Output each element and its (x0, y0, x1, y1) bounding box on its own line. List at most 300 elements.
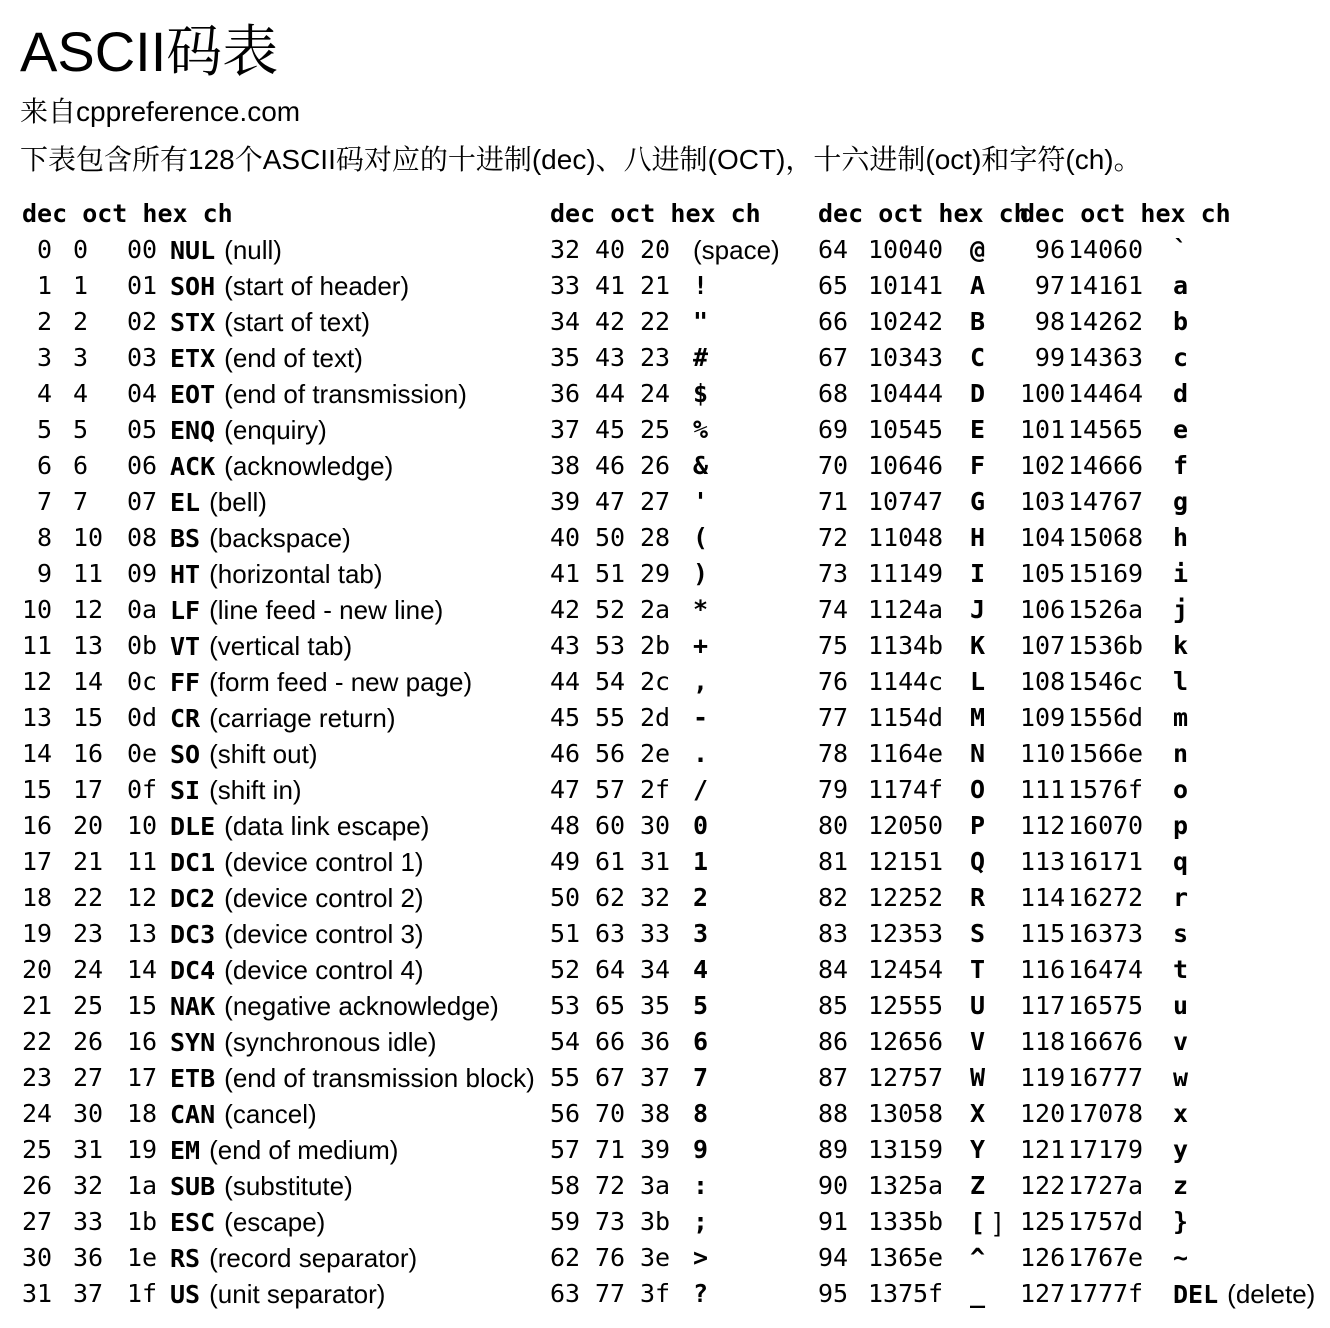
char-value: } (1173, 1207, 1189, 1236)
dec-value: 117 (1020, 991, 1066, 1020)
hex-value: 29 (640, 559, 671, 588)
char-cell (970, 376, 985, 412)
dec-value: 1 (36, 271, 52, 300)
hex-value: 10 (127, 811, 158, 840)
oct-value: 57 (595, 775, 626, 804)
oct-value: 11 (73, 559, 104, 588)
row-group (22, 484, 550, 520)
table-row (0, 808, 1330, 844)
hex-value: 54 (913, 955, 944, 984)
row-group (818, 268, 1020, 304)
char-cell (170, 340, 363, 377)
row-group (818, 880, 1020, 916)
char-cell (970, 664, 985, 700)
char-description: (backspace) (209, 523, 351, 553)
row-group (1020, 1024, 1330, 1060)
dec-value: 11 (22, 631, 53, 660)
oct-value: 25 (73, 991, 104, 1020)
table-row (0, 1204, 1330, 1240)
dec-value: 103 (1020, 487, 1066, 516)
row-group (22, 268, 550, 304)
char-value: w (1173, 1063, 1189, 1092)
char-cell (970, 556, 985, 592)
dec-value: 53 (550, 991, 581, 1020)
header-group (1020, 196, 1330, 232)
char-cell (970, 700, 985, 736)
oct-value: 44 (595, 379, 626, 408)
char-cell (1173, 1132, 1188, 1168)
hex-value: 5f (913, 1279, 944, 1308)
char-value: DC3 (170, 920, 216, 949)
char-value: Q (970, 847, 986, 876)
row-group (550, 448, 818, 484)
char-cell (1173, 592, 1188, 628)
oct-value: 4 (73, 379, 89, 408)
hex-value: 0d (127, 703, 158, 732)
char-value: V (970, 1027, 986, 1056)
hex-value: 66 (1113, 451, 1144, 480)
char-description: (enquiry) (224, 415, 327, 445)
oct-value: 140 (1068, 235, 1114, 264)
hex-value: 42 (913, 307, 944, 336)
char-cell (1173, 952, 1188, 988)
oct-value: 126 (868, 1027, 914, 1056)
char-cell (693, 1276, 708, 1312)
oct-value: 65 (595, 991, 626, 1020)
hex-value: 64 (1113, 379, 1144, 408)
char-cell (693, 1204, 708, 1240)
char-value: ENQ (170, 416, 216, 445)
char-value: FF (170, 668, 201, 697)
char-cell (970, 628, 985, 664)
dec-value: 24 (22, 1099, 53, 1128)
hex-value: 3e (640, 1243, 671, 1272)
row-group (818, 916, 1020, 952)
char-cell (170, 1168, 353, 1205)
char-cell (1173, 628, 1188, 664)
char-value: R (970, 883, 986, 912)
char-value: X (970, 1099, 986, 1128)
hex-value: 20 (640, 235, 671, 264)
row-group (22, 772, 550, 808)
dec-value: 14 (22, 739, 53, 768)
char-value: DC1 (170, 848, 216, 877)
row-group (550, 664, 818, 700)
column-headers: dec oct hex ch (818, 199, 1029, 228)
dec-value: 37 (550, 415, 581, 444)
char-value: h (1173, 523, 1189, 552)
oct-value: 43 (595, 343, 626, 372)
oct-value: 137 (868, 1279, 914, 1308)
char-cell (970, 484, 985, 520)
char-cell (970, 340, 985, 376)
dec-value: 56 (550, 1099, 581, 1128)
dec-value: 40 (550, 523, 581, 552)
hex-value: 72 (1113, 883, 1144, 912)
page-title: ASCII码表 (20, 20, 279, 83)
dec-value: 2 (36, 307, 52, 336)
hex-value: 09 (127, 559, 158, 588)
char-cell (693, 736, 708, 772)
hex-value: 76 (1113, 1027, 1144, 1056)
oct-value: 130 (868, 1099, 914, 1128)
char-value: ACK (170, 452, 216, 481)
char-description: (cancel) (224, 1099, 317, 1129)
char-cell (170, 880, 424, 917)
oct-value: 46 (595, 451, 626, 480)
dec-value: 22 (22, 1027, 53, 1056)
char-value: m (1173, 703, 1189, 732)
char-value: DC4 (170, 956, 216, 985)
dec-value: 85 (818, 991, 849, 1020)
hex-value: 7d (1113, 1207, 1144, 1236)
char-cell (170, 1060, 535, 1097)
hex-value: 7f (1113, 1279, 1144, 1308)
row-group (22, 520, 550, 556)
char-cell (970, 736, 985, 772)
char-cell (1173, 772, 1188, 808)
hex-value: 5a (913, 1171, 944, 1200)
oct-value: 33 (73, 1207, 104, 1236)
row-group (22, 1096, 550, 1132)
char-value: VT (170, 632, 201, 661)
hex-value: 44 (913, 379, 944, 408)
char-description: (bell) (209, 487, 267, 517)
dec-value: 109 (1020, 703, 1066, 732)
char-value: u (1173, 991, 1189, 1020)
char-value: NAK (170, 992, 216, 1021)
dec-value: 94 (818, 1243, 849, 1272)
oct-value: 0 (73, 235, 89, 264)
row-group (550, 520, 818, 556)
dec-value: 26 (22, 1171, 53, 1200)
char-cell (1173, 880, 1188, 916)
row-group (1020, 772, 1330, 808)
char-value: SO (170, 740, 201, 769)
char-cell (170, 916, 424, 953)
dec-value: 104 (1020, 523, 1066, 552)
char-value: A (970, 271, 986, 300)
oct-value: 143 (1068, 343, 1114, 372)
row-group (818, 448, 1020, 484)
hex-value: 63 (1113, 343, 1144, 372)
oct-value: 123 (868, 919, 914, 948)
oct-value: 116 (868, 739, 914, 768)
hex-value: 02 (127, 307, 158, 336)
table-row (0, 988, 1330, 1024)
char-value: r (1173, 883, 1189, 912)
char-value: HT (170, 560, 201, 589)
dec-value: 49 (550, 847, 581, 876)
oct-value: 142 (1068, 307, 1114, 336)
char-value: CR (170, 704, 201, 733)
dec-value: 54 (550, 1027, 581, 1056)
row-group (22, 1240, 550, 1276)
table-row (0, 376, 1330, 412)
dec-value: 36 (550, 379, 581, 408)
char-description: (horizontal tab) (209, 559, 383, 589)
dec-value: 30 (22, 1243, 53, 1272)
char-cell (170, 448, 393, 485)
row-group (550, 340, 818, 376)
char-description: (start of text) (224, 307, 371, 337)
dec-value: 13 (22, 703, 53, 732)
hex-value: 45 (913, 415, 944, 444)
hex-value: 2d (640, 703, 671, 732)
table-row (0, 772, 1330, 808)
char-cell (1173, 664, 1188, 700)
hex-value: 01 (127, 271, 158, 300)
row-group (22, 592, 550, 628)
dec-value: 21 (22, 991, 53, 1020)
char-cell (170, 952, 424, 989)
hex-value: 48 (913, 523, 944, 552)
oct-value: 122 (868, 883, 914, 912)
oct-value: 51 (595, 559, 626, 588)
char-cell (1173, 520, 1188, 556)
dec-value: 3 (36, 343, 52, 372)
row-group (550, 628, 818, 664)
char-cell (970, 880, 985, 916)
char-description: (form feed - new page) (209, 667, 473, 697)
oct-value: 26 (73, 1027, 104, 1056)
char-value: DEL (1173, 1280, 1219, 1309)
oct-value: 124 (868, 955, 914, 984)
char-cell (170, 592, 443, 629)
oct-value: 157 (1068, 775, 1114, 804)
char-value: L (970, 667, 986, 696)
row-group (1020, 736, 1330, 772)
char-cell (693, 340, 708, 376)
char-value: c (1173, 343, 1189, 372)
dec-value: 78 (818, 739, 849, 768)
dec-value: 16 (22, 811, 53, 840)
row-group (818, 808, 1020, 844)
dec-value: 8 (36, 523, 52, 552)
hex-value: 16 (127, 1027, 158, 1056)
row-group (22, 304, 550, 340)
char-cell (970, 772, 985, 808)
hex-value: 32 (640, 883, 671, 912)
dec-value: 96 (1034, 235, 1065, 264)
dec-value: 108 (1020, 667, 1066, 696)
char-value: q (1173, 847, 1189, 876)
char-value: / (693, 775, 709, 804)
hex-value: 60 (1113, 235, 1144, 264)
hex-value: 4d (913, 703, 944, 732)
oct-value: 53 (595, 631, 626, 660)
char-cell (693, 1240, 708, 1276)
char-description: (substitute) (224, 1171, 353, 1201)
char-cell (970, 1096, 985, 1132)
char-value: EOT (170, 380, 216, 409)
char-value: ^ (970, 1243, 986, 1272)
oct-value: 103 (868, 343, 914, 372)
char-description: (device control 4) (224, 955, 424, 985)
row-group (818, 772, 1020, 808)
row-group (1020, 376, 1330, 412)
hex-value: 40 (913, 235, 944, 264)
header-group (550, 196, 818, 232)
char-value: n (1173, 739, 1189, 768)
hex-value: 6e (1113, 739, 1144, 768)
char-cell (1173, 988, 1188, 1024)
char-cell (1173, 1096, 1188, 1132)
hex-value: 11 (127, 847, 158, 876)
hex-value: 06 (127, 451, 158, 480)
column-headers: dec oct hex ch (22, 199, 233, 228)
table-row (0, 1024, 1330, 1060)
char-value: b (1173, 307, 1189, 336)
row-group (1020, 1096, 1330, 1132)
char-description: (end of transmission) (224, 379, 467, 409)
hex-value: 49 (913, 559, 944, 588)
hex-value: 6f (1113, 775, 1144, 804)
char-value: f (1173, 451, 1189, 480)
oct-value: 162 (1068, 883, 1114, 912)
row-group (22, 556, 550, 592)
dec-value: 91 (818, 1207, 849, 1236)
char-value: SYN (170, 1028, 216, 1057)
table-row (0, 952, 1330, 988)
row-group (1020, 1060, 1330, 1096)
dec-value: 75 (818, 631, 849, 660)
row-group (22, 664, 550, 700)
char-value: 0 (693, 811, 709, 840)
hex-value: 5e (913, 1243, 944, 1272)
char-cell (970, 1168, 985, 1204)
dec-value: 106 (1020, 595, 1066, 624)
hex-value: 38 (640, 1099, 671, 1128)
row-group (22, 736, 550, 772)
row-group (1020, 484, 1330, 520)
row-group (1020, 952, 1330, 988)
dec-value: 33 (550, 271, 581, 300)
hex-value: 00 (127, 235, 158, 264)
row-group (818, 232, 1020, 268)
char-description: (device control 2) (224, 883, 424, 913)
row-group (818, 1204, 1020, 1240)
char-cell (693, 1024, 708, 1060)
table-row (0, 736, 1330, 772)
char-cell (970, 412, 985, 448)
oct-value: 112 (868, 595, 914, 624)
row-group (550, 1168, 818, 1204)
char-cell (693, 664, 708, 700)
char-cell (970, 268, 985, 304)
dec-value: 15 (22, 775, 53, 804)
oct-value: 23 (73, 919, 104, 948)
dec-value: 45 (550, 703, 581, 732)
hex-value: 53 (913, 919, 944, 948)
char-value: U (970, 991, 986, 1020)
char-cell (170, 808, 429, 845)
row-group (550, 880, 818, 916)
char-cell (693, 376, 708, 412)
oct-value: 3 (73, 343, 89, 372)
dec-value: 43 (550, 631, 581, 660)
oct-value: 167 (1068, 1063, 1114, 1092)
char-description: (shift in) (209, 775, 302, 805)
dec-value: 87 (818, 1063, 849, 1092)
row-group (22, 1132, 550, 1168)
char-description: (start of header) (224, 271, 410, 301)
row-group (22, 880, 550, 916)
char-cell (693, 880, 708, 916)
char-description: (space) (693, 235, 780, 265)
dec-value: 114 (1020, 883, 1066, 912)
row-group (22, 1168, 550, 1204)
row-group (550, 844, 818, 880)
dec-value: 120 (1020, 1099, 1066, 1128)
char-value: x (1173, 1099, 1189, 1128)
char-value: 9 (693, 1135, 709, 1164)
char-value: EM (170, 1136, 201, 1165)
oct-value: 56 (595, 739, 626, 768)
char-description: (unit separator) (209, 1279, 386, 1309)
row-group (22, 412, 550, 448)
char-cell (1173, 1024, 1188, 1060)
char-description: (null) (224, 235, 282, 265)
char-cell (693, 592, 708, 628)
char-cell (170, 844, 424, 881)
char-cell (693, 268, 708, 304)
char-value: SUB (170, 1172, 216, 1201)
hex-value: 71 (1113, 847, 1144, 876)
oct-value: 36 (73, 1243, 104, 1272)
char-description: (acknowledge) (224, 451, 394, 481)
row-group (22, 988, 550, 1024)
char-value: D (970, 379, 986, 408)
table-row (0, 1096, 1330, 1132)
oct-value: 55 (595, 703, 626, 732)
char-value: _ (970, 1279, 986, 1308)
char-description: (carriage return) (209, 703, 396, 733)
char-value: Z (970, 1171, 986, 1200)
char-value: ETX (170, 344, 216, 373)
oct-value: 171 (1068, 1135, 1114, 1164)
row-group (818, 520, 1020, 556)
char-cell (693, 1132, 708, 1168)
table-row (0, 304, 1330, 340)
hex-value: 1b (127, 1207, 158, 1236)
char-cell (1173, 412, 1188, 448)
dec-value: 119 (1020, 1063, 1066, 1092)
char-description: (vertical tab) (209, 631, 353, 661)
char-cell (1173, 1240, 1188, 1276)
char-cell (1173, 448, 1188, 484)
row-group (1020, 1276, 1330, 1312)
dec-value: 76 (818, 667, 849, 696)
dec-value: 74 (818, 595, 849, 624)
char-cell (1173, 484, 1188, 520)
dec-value: 7 (36, 487, 52, 516)
oct-value: 150 (1068, 523, 1114, 552)
dec-value: 35 (550, 343, 581, 372)
dec-value: 20 (22, 955, 53, 984)
char-value: O (970, 775, 986, 804)
char-cell (693, 700, 708, 736)
oct-value: 5 (73, 415, 89, 444)
hex-value: 6d (1113, 703, 1144, 732)
row-group (550, 592, 818, 628)
hex-value: 30 (640, 811, 671, 840)
char-value: 3 (693, 919, 709, 948)
dec-value: 98 (1034, 307, 1065, 336)
dec-value: 18 (22, 883, 53, 912)
char-description: (end of text) (224, 343, 363, 373)
dec-value: 39 (550, 487, 581, 516)
